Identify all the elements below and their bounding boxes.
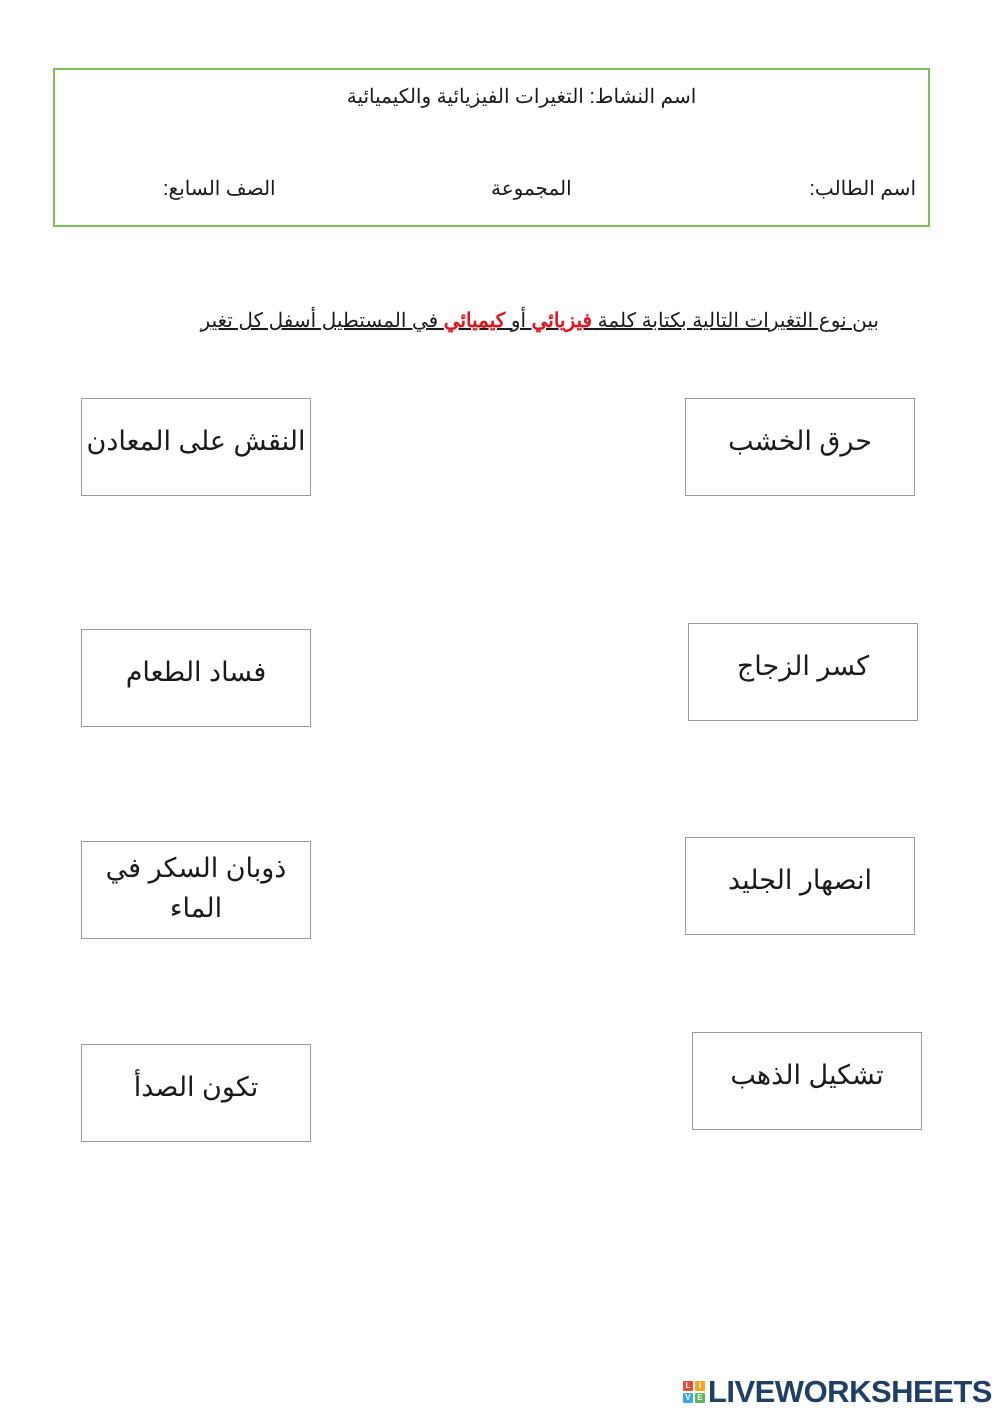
- instruction-part1: بين نوع التغيرات التالية بكتابة كلمة: [592, 310, 879, 332]
- change-card-shaping-gold: تشكيل الذهب: [692, 1032, 922, 1130]
- change-card-dissolving-sugar: ذوبان السكر في الماء: [81, 841, 311, 939]
- header-box: [53, 68, 930, 227]
- change-card-engraving-metals: النقش على المعادن: [81, 398, 311, 496]
- group-label: المجموعة: [491, 178, 572, 200]
- change-card-food-spoilage: فساد الطعام: [81, 629, 311, 727]
- activity-title: اسم النشاط: التغيرات الفيزيائية والكيميائية: [346, 86, 697, 108]
- liveworksheets-brand-text: LIVEWORKSHEETS: [707, 1374, 992, 1409]
- instruction-part3: في المستطيل أسفل كل تغير: [200, 310, 444, 332]
- change-card-melting-ice: انصهار الجليد: [685, 837, 915, 935]
- keyword-chemical: كيميائي: [443, 310, 506, 332]
- instruction-part2: أو: [505, 310, 532, 332]
- student-name-label: اسم الطالب:: [809, 178, 916, 200]
- change-card-burning-wood: حرق الخشب: [685, 398, 915, 496]
- change-card-rust-formation: تكون الصدأ: [81, 1044, 311, 1142]
- liveworksheets-logo: [683, 1373, 992, 1411]
- change-card-breaking-glass: كسر الزجاج: [688, 623, 918, 721]
- instruction-text: [201, 308, 879, 333]
- grade-label: الصف السابع:: [163, 178, 276, 200]
- liveworksheets-logo-icon: L i V E: [683, 1381, 705, 1403]
- keyword-physical: فيزيائي: [531, 310, 593, 332]
